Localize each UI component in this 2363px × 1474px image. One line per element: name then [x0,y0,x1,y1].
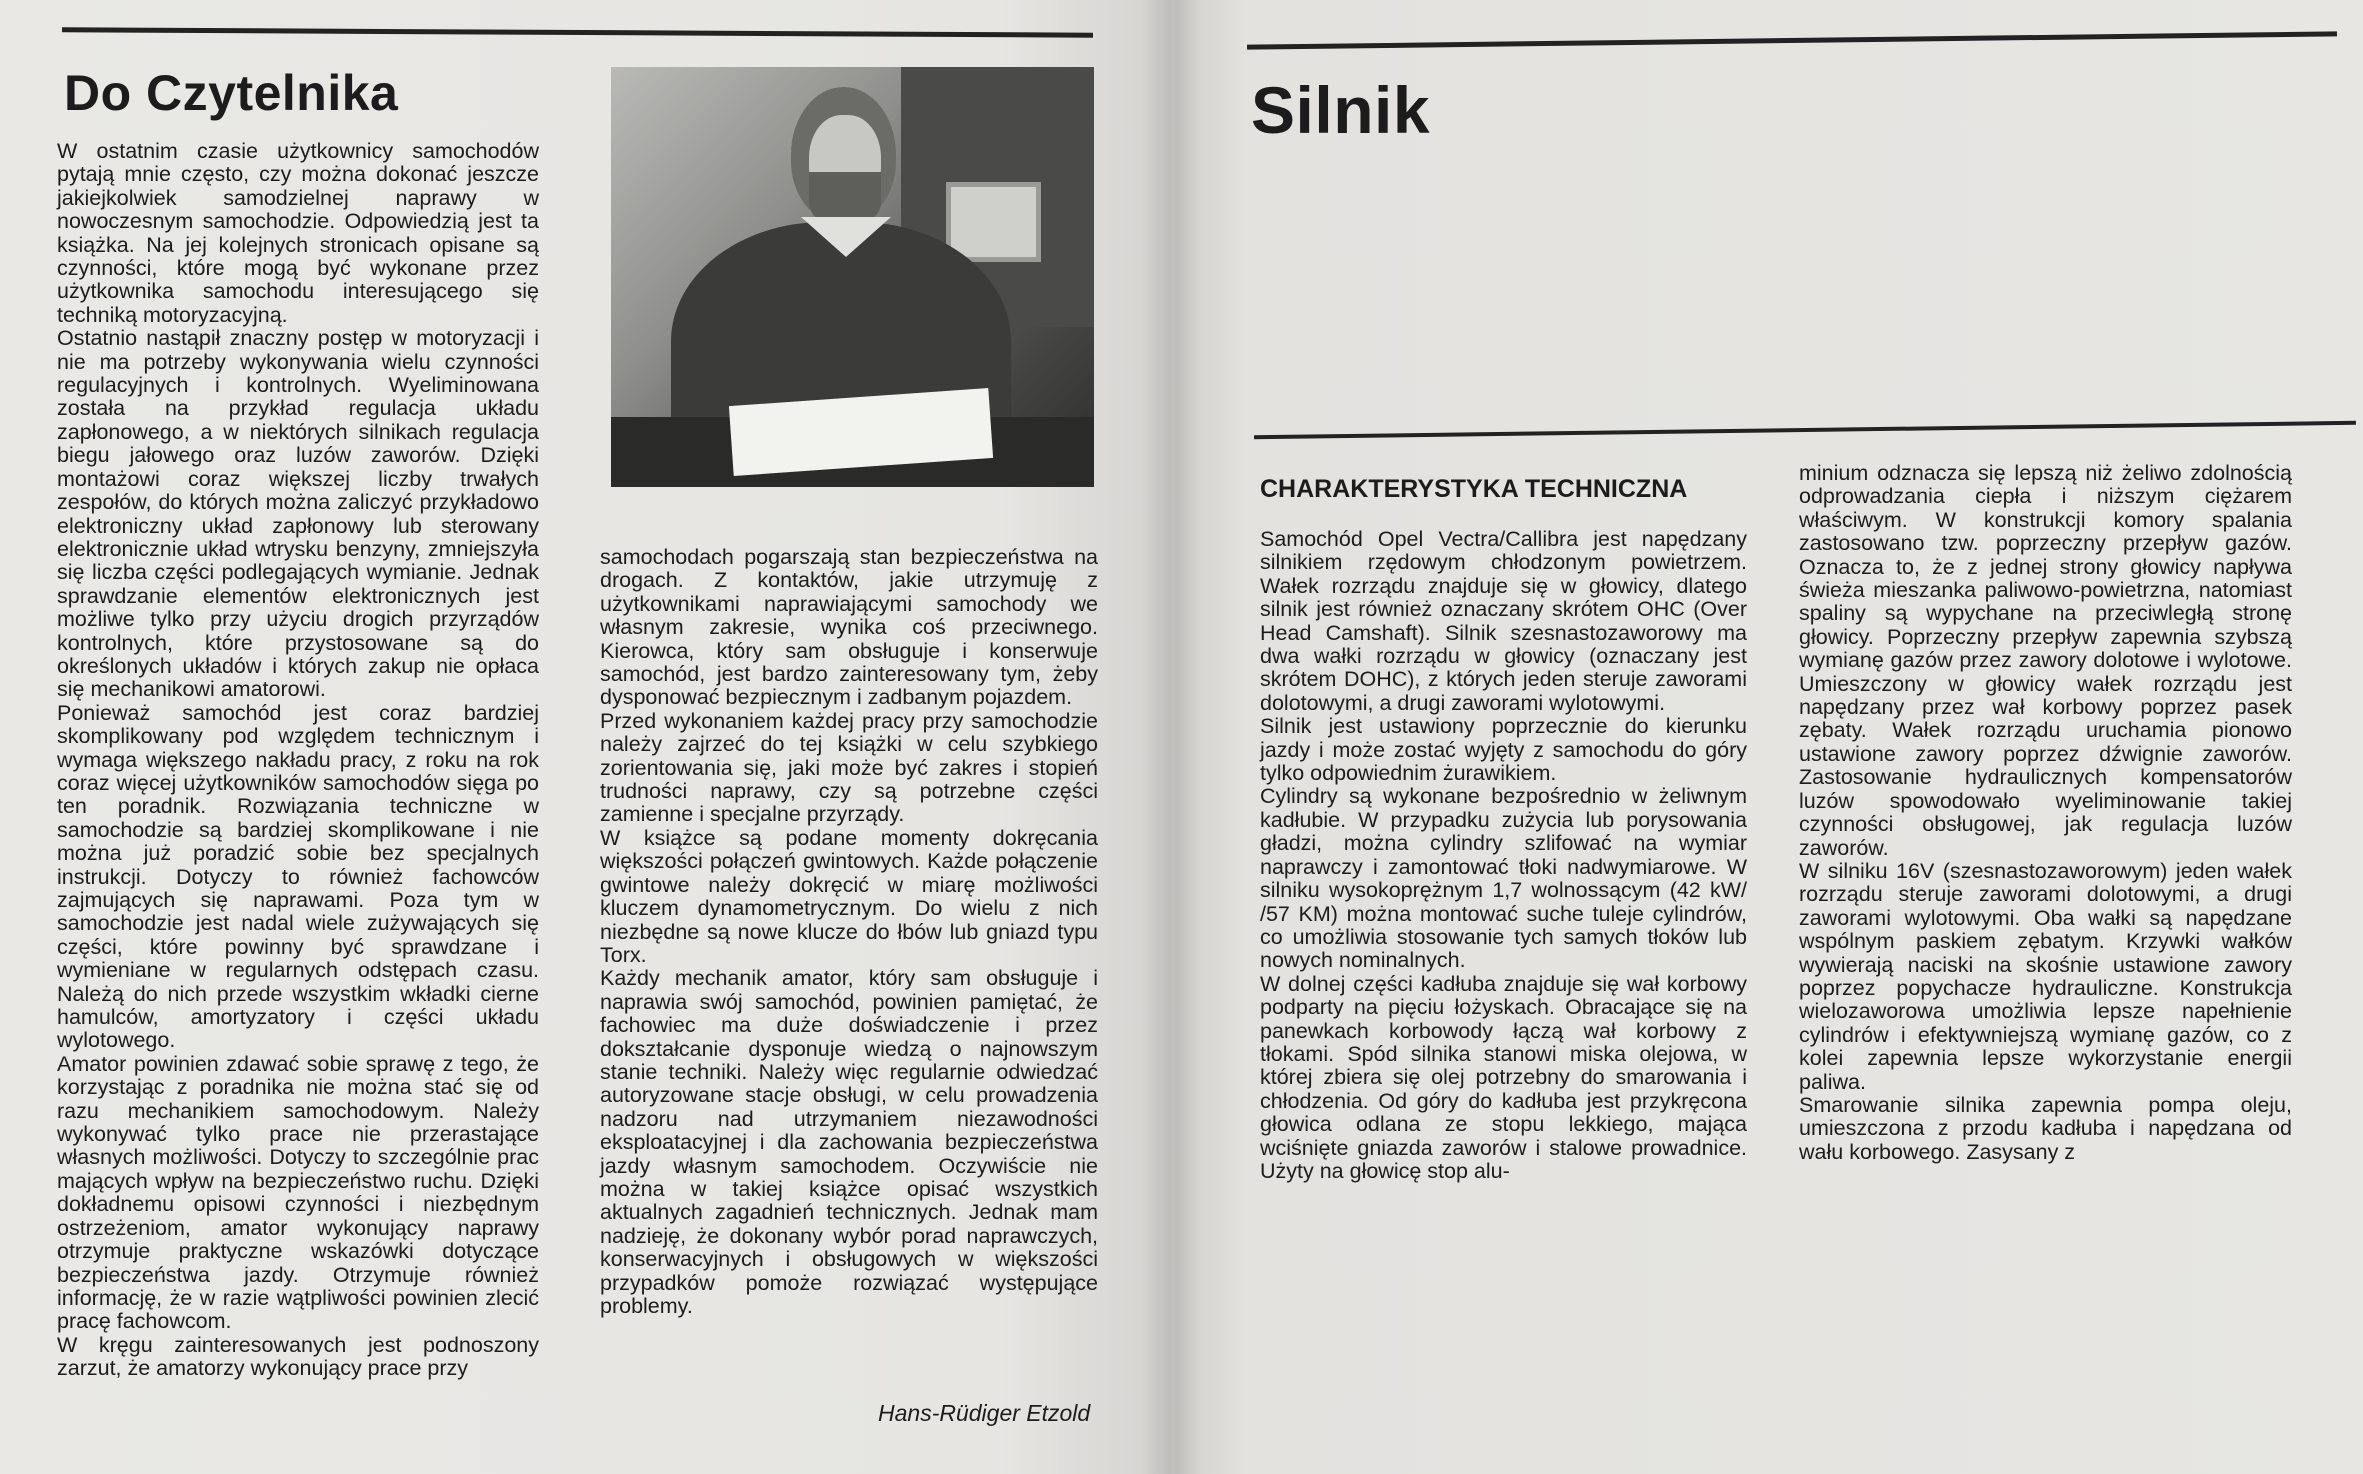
paragraph: Ponieważ samochód jest coraz bardziej skomplikowany pod względem technicznym i wymaga większego nakładu pracy, z roku na rok coraz więcej użytkowników samochodów sięga po ten poradnik. Rozwiązania techniczne w samochodzie są bardziej skomplikowane i nie można już poradzić sobie bez specjalnych instrukcji. Dotyczy to również fachowców zajmujących się naprawami. Poza tym w samochodzie jest nadal wiele zużywających się części, które powinny być sprawdzane i wymieniane w regularnych odstępach czasu. Należą do nich przede wszystkim wkładki cierne hamulców, amortyzatory i części układu wylotowego. [57,700,539,1053]
paragraph: Przed wykonaniem każdej pracy przy samochodzie należy zajrzeć do tej książki w celu szybkiego zorientowania się, jaki może być zakres i stopień trudności naprawy, czy są potrzebne części zamienne i specjalne przyrządy. [600,708,1098,827]
paragraph: Smarowanie silnika zapewnia pompa oleju, umieszczona z przodu kadłuba i napędzana od wału korbowego. Zasysany z [1799,1092,2292,1164]
paragraph: Cylindry są wykonane bezpośrednio w żeliwnym kadłubie. W przypadku zużycia lub porysowania gładzi, można cylindry szlifować na wymiar naprawczy i zamontować tłoki nadwymiarowe. W silniku wysokoprężnym 1,7 wolnossącym (42 kW/ /57 KM) można montować suche tuleje cylindrów, co umożliwia stosowanie tych samych tłoków lub nowych nominalnych. [1260,784,1747,973]
paragraph: W dolnej części kadłuba znajduje się wał korbowy podparty na pięciu łożyskach. Obracające się na panewkach korbowody łączą wał korbowy z tłokami. Spód silnika stanowi miska olejowa, w której zbiera się olej potrzebny do smarowania i chłodzenia. Od góry do kadłuba jest przykręcona głowica odlana ze stopu lekkiego, mająca wciśnięte gniazda zaworów i stalowe prowadnice. Użyty na głowicę stop alu- [1260,971,1747,1183]
paragraph: W silniku 16V (szesnastozaworowym) jeden wałek rozrządu steruje zaworami dolotowymi, a drugi zaworami wylotowymi. Oba wałki są napędzane wspólnym paskiem zębatym. Krzywki wałków wywierają naciski na skośnie ustawione zawory poprzez popychacze hydrauliczne. Konstrukcja wielozaworowa umożliwia lepsze napełnienie cylindrów i efektywniejszą wymianę gazów, co z kolei zapewnia lepsze wykorzystanie energii paliwa. [1799,858,2292,1094]
right-page [1175,0,2363,1474]
monitor-in-photo [946,182,1041,262]
paragraph: W książce są podane momenty dokręcania większości połączeń gwintowych. Każde połączenie gwintowe należy dokręcić w miarę możliwości kluczem dynamometrycznym. Do wielu z nich niezbędne są nowe klucze do łbów lub gniazd typu Torx. [600,825,1098,967]
section-heading: CHARAKTERYSTYKA TECHNICZNA [1260,475,1688,503]
page-title-right: Silnik [1251,73,1431,147]
right-column-1 [1260,528,1747,1183]
paragraph: Silnik jest ustawiony poprzecznie do kierunku jazdy i może zostać wyjęty z samochodu do góry tylko odpowiednim żurawikiem. [1260,714,1747,786]
right-column-2 [1799,462,2292,1164]
paragraph: Samochód Opel Vectra/Callibra jest napędzany silnikiem rzędowym chłodzonym powietrzem. Wałek rozrządu znajduje się w głowicy, dlatego silnik jest również oznaczany skrótem OHC (Over Head Camshaft). Silnik szesnastozaworowy ma dwa wałki rozrządu w głowicy (oznaczany jest skrótem DOHC), z których jeden steruje zaworami dolotowymi, a drugi zaworami wylotowymi. [1260,527,1747,715]
paragraph: Każdy mechanik amator, który sam obsługuje i naprawia swój samochód, powinien pamiętać, że fachowiec ma duże doświadczenie i przez dokształcanie dysponuje wiedzą o najnowszym stanie techniki. Należy więc regularnie odwiedzać autoryzowane stacje obsługi, w celu prowadzenia nadzoru nad utrzymaniem niezawodności eksploatacyjnej i dla zachowania bezpieczeństwa jazdy własnym samochodem. Oczywiście nie można w takiej książce opisać wszystkich aktualnych zagadnień technicznych. Jednak mam nadzieję, że dokonany wybór porad naprawczych, konserwacyjnych i obsługowych w większości przypadków pomoże rozwiązać występujące problemy. [600,966,1098,1318]
paragraph: Ostatnio nastąpił znaczny postęp w motoryzacji i nie ma potrzeby wykonywania wielu czynności regulacyjnych i kontrolnych. Wyeliminowana została na przykład regulacja układu zapłonowego, a w niektórych silnikach regulacja biegu jałowego oraz luzów zaworów. Dzięki montażowi coraz większej liczby trwałych zespołów, do których można zaliczyć przykładowo elektroniczny układ zapłonowy lub sterowany elektronicznie układ wtrysku benzyny, zmniejszyła się liczba części podlegających wymianie. Jednak sprawdzanie elementów elektronicznych jest możliwe tylko przy użyciu drogich przyrządów kontrolnych, które przystosowane są do określonych układów i których zakup nie opłaca się mechanikowi amatorowi. [57,326,539,702]
left-column-2 [600,546,1098,1318]
page-title-left: Do Czytelnika [64,65,399,121]
author-signature: Hans-Rüdiger Etzold [878,1400,1091,1426]
paragraph: minium odznacza się lepszą niż żeliwo zdolnością odprowadzania ciepła i niższym ciężarem właściwym. W konstrukcji komory spalania zastosowano tzw. poprzeczny przepływ gazów. Oznacza to, że z jednej strony głowicy napływa świeża mieszanka paliwowo-powietrzna, natomiast spaliny są wypychane na przeciwległą stronę głowicy. Poprzeczny przepływ zapewnia szybszą wymianę gazów przez zawory dolotowe i wylotowe. Umieszczony w głowicy wałek rozrządu jest napędzany przez wał korbowy poprzez pasek zębaty. Wałek rozrządu uruchamia pionowo ustawione zawory poprzez dźwignie zaworów. Zastosowanie hydraulicznych kompensatorów luzów spowodowało wyeliminowanie takiej czynności obsługowej, jak regulacja luzów zaworów. [1799,461,2292,860]
paragraph: W ostatnim czasie użytkownicy samochodów pytają mnie często, czy można dokonać jeszcze jakiejkolwiek samodzielnej naprawy w nowoczesnym samochodzie. Odpowiedzią jest ta książka. Na jej kolejnych stronicach opisane są czynności, które mogą być wykonane przez użytkownika samochodu interesującego się techniką motoryzacyjną. [57,139,539,327]
author-photo [611,67,1094,487]
left-column-1 [57,140,539,1381]
top-rule-right [1247,31,2337,49]
left-page [0,0,1175,1474]
paragraph: W kręgu zainteresowanych jest podnoszony zarzut, że amatorzy wykonujący prace przy [57,1332,539,1381]
top-rule-left [62,27,1093,37]
paragraph: samochodach pogarszają stan bezpieczeństwa na drogach. Z kontaktów, jakie utrzymuję z użytkownikami naprawiającymi samochody we własnym zakresie, wynika coś przeciwnego. Kierowca, który sam obsługuje i konserwuje samochód, jest bardzo zainteresowany tym, żeby dysponować bezpiecznym i zadbanym pojazdem. [600,545,1098,710]
section-rule [1254,421,2356,439]
book-gutter [1140,0,1200,1474]
paragraph: Amator powinien zdawać sobie sprawę z tego, że korzystając z poradnika nie można stać się od razu mechanikiem samochodowym. Należy wykonywać tylko prace nie przerastające własnych możliwości. Dotyczy to szczególnie prac mających wpływ na bezpieczeństwo ruchu. Dzięki dokładnemu opisowi czynności i niezbędnym ostrzeżeniom, amator wykonujący naprawy otrzymuje praktyczne wskazówki dotyczące bezpieczeństwa jazdy. Otrzymuje również informację, że w razie wątpliwości powinien zlecić pracę fachowcom. [57,1051,539,1334]
